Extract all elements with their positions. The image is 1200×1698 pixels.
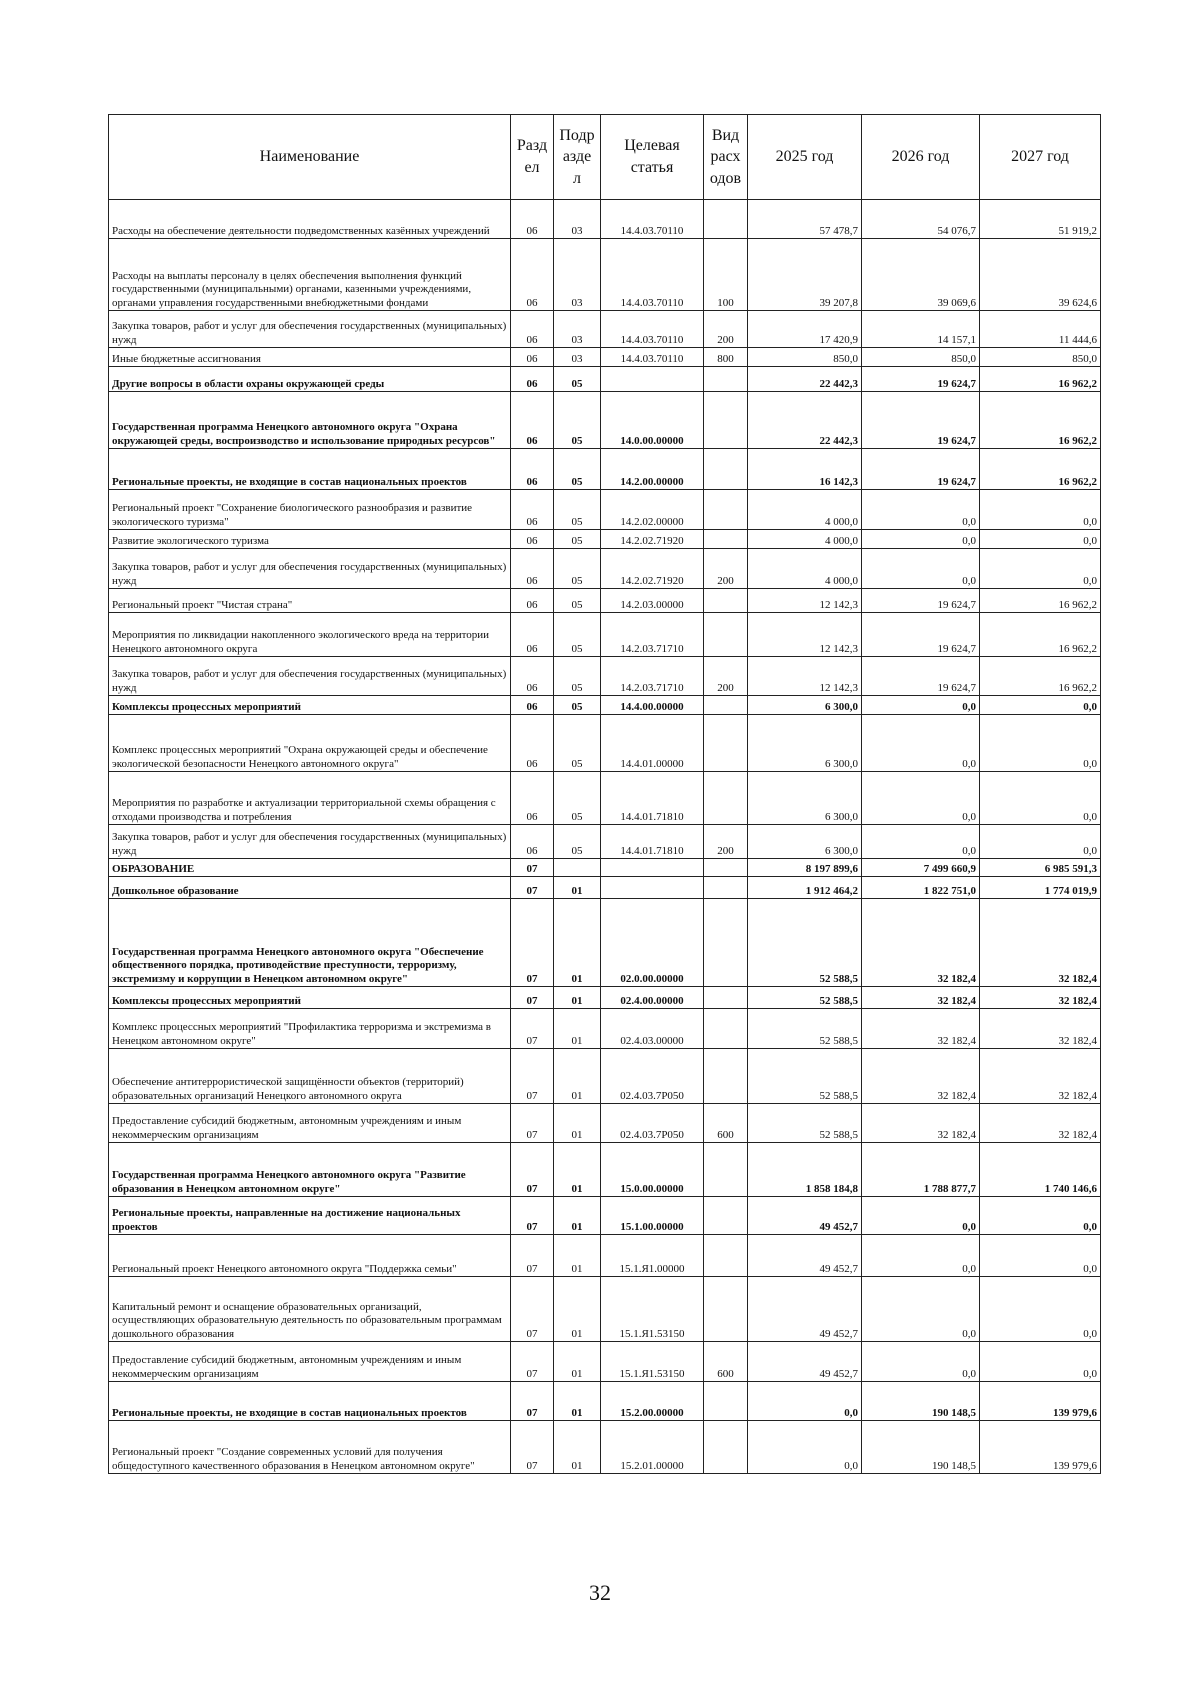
table-header-row bbox=[109, 115, 1101, 200]
row-value-2027: 0,0 bbox=[980, 549, 1101, 589]
row-name: Другие вопросы в области охраны окружающей среды bbox=[109, 367, 511, 392]
row-value-2025: 0,0 bbox=[748, 1382, 862, 1421]
row-value-2027: 0,0 bbox=[980, 1277, 1101, 1342]
row-value-2026: 14 157,1 bbox=[862, 311, 980, 348]
row-value-2027: 16 962,2 bbox=[980, 589, 1101, 613]
row-subsection: 05 bbox=[554, 367, 601, 392]
row-name: Расходы на выплаты персоналу в целях обеспечения выполнения функций государственными (муниципальными) органами, казенными учреждениями, органами управления государственными внебюджетными фондами bbox=[109, 239, 511, 311]
row-value-2026: 32 182,4 bbox=[862, 1049, 980, 1104]
budget-table-container bbox=[108, 114, 1100, 1474]
header-2025: 2025 год bbox=[748, 115, 862, 200]
row-value-2026: 1 822 751,0 bbox=[862, 877, 980, 899]
row-value-2026: 0,0 bbox=[862, 1197, 980, 1235]
row-value-2025: 49 452,7 bbox=[748, 1342, 862, 1382]
row-expense-type: 600 bbox=[704, 1104, 748, 1143]
row-section: 06 bbox=[511, 715, 554, 772]
row-name: Государственная программа Ненецкого автономного округа "Обеспечение общественного порядка, противодействие преступности, терроризму, экстремизму и коррупции в Ненецком автономном округе" bbox=[109, 899, 511, 987]
row-subsection: 01 bbox=[554, 1143, 601, 1197]
table-row bbox=[109, 348, 1101, 367]
row-target: 14.2.03.00000 bbox=[601, 589, 704, 613]
row-target bbox=[601, 859, 704, 877]
page-number: 32 bbox=[589, 1580, 611, 1605]
row-value-2027: 0,0 bbox=[980, 825, 1101, 859]
row-subsection: 03 bbox=[554, 200, 601, 239]
row-value-2027: 16 962,2 bbox=[980, 449, 1101, 490]
row-value-2027: 16 962,2 bbox=[980, 613, 1101, 657]
table-row bbox=[109, 613, 1101, 657]
table-row bbox=[109, 239, 1101, 311]
row-name: Комплексы процессных мероприятий bbox=[109, 696, 511, 715]
row-subsection: 01 bbox=[554, 877, 601, 899]
row-value-2027: 0,0 bbox=[980, 1197, 1101, 1235]
row-name: Комплексы процессных мероприятий bbox=[109, 987, 511, 1009]
row-subsection: 05 bbox=[554, 772, 601, 825]
row-expense-type: 100 bbox=[704, 239, 748, 311]
row-value-2025: 57 478,7 bbox=[748, 200, 862, 239]
row-target: 14.2.02.71920 bbox=[601, 530, 704, 549]
row-value-2026: 0,0 bbox=[862, 696, 980, 715]
row-section: 07 bbox=[511, 1143, 554, 1197]
table-row bbox=[109, 1049, 1101, 1104]
row-subsection: 05 bbox=[554, 613, 601, 657]
row-value-2025: 6 300,0 bbox=[748, 696, 862, 715]
row-expense-type bbox=[704, 1009, 748, 1049]
row-section: 07 bbox=[511, 1342, 554, 1382]
row-expense-type bbox=[704, 367, 748, 392]
row-value-2026: 7 499 660,9 bbox=[862, 859, 980, 877]
row-target: 02.0.00.00000 bbox=[601, 899, 704, 987]
row-value-2026: 190 148,5 bbox=[862, 1382, 980, 1421]
row-expense-type bbox=[704, 696, 748, 715]
row-expense-type: 600 bbox=[704, 1342, 748, 1382]
row-section: 07 bbox=[511, 1277, 554, 1342]
row-value-2027: 32 182,4 bbox=[980, 1104, 1101, 1143]
table-row bbox=[109, 1342, 1101, 1382]
row-target: 14.4.01.71810 bbox=[601, 772, 704, 825]
row-section: 07 bbox=[511, 1009, 554, 1049]
row-expense-type bbox=[704, 589, 748, 613]
row-name: Закупка товаров, работ и услуг для обеспечения государственных (муниципальных) нужд bbox=[109, 549, 511, 589]
row-target: 14.4.03.70110 bbox=[601, 348, 704, 367]
row-section: 07 bbox=[511, 987, 554, 1009]
row-value-2026: 19 624,7 bbox=[862, 657, 980, 696]
row-value-2026: 1 788 877,7 bbox=[862, 1143, 980, 1197]
row-value-2025: 22 442,3 bbox=[748, 367, 862, 392]
row-name: Обеспечение антитеррористической защищённости объектов (территорий) образовательных организаций Ненецкого автономного округа bbox=[109, 1049, 511, 1104]
row-subsection: 01 bbox=[554, 899, 601, 987]
table-row bbox=[109, 1382, 1101, 1421]
table-row bbox=[109, 987, 1101, 1009]
row-name: Иные бюджетные ассигнования bbox=[109, 348, 511, 367]
row-name: Региональный проект Ненецкого автономного округа "Поддержка семьи" bbox=[109, 1235, 511, 1277]
row-value-2027: 0,0 bbox=[980, 490, 1101, 530]
row-section: 07 bbox=[511, 1235, 554, 1277]
table-row bbox=[109, 449, 1101, 490]
row-target: 15.1.Я1.53150 bbox=[601, 1277, 704, 1342]
row-expense-type bbox=[704, 1382, 748, 1421]
row-subsection: 05 bbox=[554, 449, 601, 490]
header-section: Разд ел bbox=[511, 115, 554, 200]
row-value-2026: 0,0 bbox=[862, 1342, 980, 1382]
row-expense-type bbox=[704, 772, 748, 825]
table-row bbox=[109, 1277, 1101, 1342]
row-subsection: 01 bbox=[554, 1009, 601, 1049]
header-expense-type: Вид расх одов bbox=[704, 115, 748, 200]
row-expense-type bbox=[704, 1143, 748, 1197]
row-value-2025: 4 000,0 bbox=[748, 530, 862, 549]
row-section: 06 bbox=[511, 490, 554, 530]
row-target: 14.2.02.00000 bbox=[601, 490, 704, 530]
row-name: Региональные проекты, направленные на достижение национальных проектов bbox=[109, 1197, 511, 1235]
table-row bbox=[109, 877, 1101, 899]
row-name: Расходы на обеспечение деятельности подведомственных казённых учреждений bbox=[109, 200, 511, 239]
row-target: 15.1.00.00000 bbox=[601, 1197, 704, 1235]
table-row bbox=[109, 549, 1101, 589]
table-row bbox=[109, 311, 1101, 348]
row-subsection: 03 bbox=[554, 348, 601, 367]
row-name: Государственная программа Ненецкого автономного округа "Развитие образования в Ненецком автономном округе" bbox=[109, 1143, 511, 1197]
row-value-2025: 6 300,0 bbox=[748, 715, 862, 772]
row-name: Капитальный ремонт и оснащение образовательных организаций, осуществляющих образовательную деятельность по образовательным программам дошкольного образования bbox=[109, 1277, 511, 1342]
row-section: 06 bbox=[511, 549, 554, 589]
row-value-2026: 19 624,7 bbox=[862, 449, 980, 490]
row-target: 02.4.03.7Р050 bbox=[601, 1104, 704, 1143]
row-value-2026: 0,0 bbox=[862, 1235, 980, 1277]
header-2026: 2026 год bbox=[862, 115, 980, 200]
row-section: 06 bbox=[511, 200, 554, 239]
row-subsection: 05 bbox=[554, 392, 601, 449]
row-target: 15.0.00.00000 bbox=[601, 1143, 704, 1197]
table-row bbox=[109, 490, 1101, 530]
row-value-2025: 0,0 bbox=[748, 1421, 862, 1474]
row-name: Государственная программа Ненецкого автономного округа "Охрана окружающей среды, воспроизводство и использование природных ресурсов" bbox=[109, 392, 511, 449]
table-row bbox=[109, 1235, 1101, 1277]
row-expense-type bbox=[704, 987, 748, 1009]
row-value-2027: 6 985 591,3 bbox=[980, 859, 1101, 877]
row-expense-type: 800 bbox=[704, 348, 748, 367]
row-value-2027: 0,0 bbox=[980, 696, 1101, 715]
row-target: 15.1.Я1.00000 bbox=[601, 1235, 704, 1277]
row-expense-type bbox=[704, 1197, 748, 1235]
table-row bbox=[109, 367, 1101, 392]
row-value-2027: 0,0 bbox=[980, 1235, 1101, 1277]
row-value-2027: 0,0 bbox=[980, 530, 1101, 549]
row-value-2025: 6 300,0 bbox=[748, 772, 862, 825]
table-row bbox=[109, 696, 1101, 715]
row-subsection: 05 bbox=[554, 696, 601, 715]
row-value-2027: 32 182,4 bbox=[980, 1009, 1101, 1049]
row-value-2026: 32 182,4 bbox=[862, 1009, 980, 1049]
row-target: 14.0.00.00000 bbox=[601, 392, 704, 449]
row-expense-type bbox=[704, 449, 748, 490]
table-row bbox=[109, 530, 1101, 549]
row-expense-type: 200 bbox=[704, 311, 748, 348]
row-value-2025: 12 142,3 bbox=[748, 613, 862, 657]
row-target: 14.2.02.71920 bbox=[601, 549, 704, 589]
row-expense-type bbox=[704, 859, 748, 877]
row-value-2025: 12 142,3 bbox=[748, 657, 862, 696]
row-value-2027: 0,0 bbox=[980, 1342, 1101, 1382]
row-value-2027: 32 182,4 bbox=[980, 1049, 1101, 1104]
row-value-2027: 139 979,6 bbox=[980, 1382, 1101, 1421]
row-value-2027: 32 182,4 bbox=[980, 899, 1101, 987]
row-value-2026: 0,0 bbox=[862, 772, 980, 825]
row-value-2025: 1 858 184,8 bbox=[748, 1143, 862, 1197]
row-expense-type bbox=[704, 200, 748, 239]
table-row bbox=[109, 772, 1101, 825]
row-value-2026: 190 148,5 bbox=[862, 1421, 980, 1474]
row-value-2027: 16 962,2 bbox=[980, 657, 1101, 696]
row-section: 07 bbox=[511, 859, 554, 877]
row-value-2027: 1 774 019,9 bbox=[980, 877, 1101, 899]
row-value-2026: 850,0 bbox=[862, 348, 980, 367]
row-target bbox=[601, 877, 704, 899]
row-section: 07 bbox=[511, 877, 554, 899]
row-name: Закупка товаров, работ и услуг для обеспечения государственных (муниципальных) нужд bbox=[109, 311, 511, 348]
row-section: 06 bbox=[511, 530, 554, 549]
row-expense-type bbox=[704, 392, 748, 449]
row-section: 07 bbox=[511, 1421, 554, 1474]
row-value-2026: 39 069,6 bbox=[862, 239, 980, 311]
row-section: 06 bbox=[511, 696, 554, 715]
row-section: 06 bbox=[511, 392, 554, 449]
row-expense-type bbox=[704, 1421, 748, 1474]
table-row bbox=[109, 825, 1101, 859]
row-value-2026: 32 182,4 bbox=[862, 899, 980, 987]
row-value-2026: 54 076,7 bbox=[862, 200, 980, 239]
table-row bbox=[109, 899, 1101, 987]
row-name: Региональный проект "Чистая страна" bbox=[109, 589, 511, 613]
budget-table bbox=[108, 114, 1101, 1474]
row-section: 06 bbox=[511, 772, 554, 825]
row-value-2026: 19 624,7 bbox=[862, 367, 980, 392]
table-row bbox=[109, 1009, 1101, 1049]
row-name: Мероприятия по разработке и актуализации территориальной схемы обращения с отходами производства и потребления bbox=[109, 772, 511, 825]
row-target: 02.4.00.00000 bbox=[601, 987, 704, 1009]
row-target: 14.4.01.71810 bbox=[601, 825, 704, 859]
row-value-2025: 850,0 bbox=[748, 348, 862, 367]
row-value-2027: 16 962,2 bbox=[980, 392, 1101, 449]
row-value-2026: 0,0 bbox=[862, 549, 980, 589]
row-value-2025: 39 207,8 bbox=[748, 239, 862, 311]
row-subsection: 01 bbox=[554, 1197, 601, 1235]
row-expense-type bbox=[704, 613, 748, 657]
row-value-2025: 8 197 899,6 bbox=[748, 859, 862, 877]
row-subsection: 01 bbox=[554, 1104, 601, 1143]
row-subsection bbox=[554, 859, 601, 877]
row-value-2025: 16 142,3 bbox=[748, 449, 862, 490]
row-name: Комплекс процессных мероприятий "Профилактика терроризма и экстремизма в Ненецком автономном округе" bbox=[109, 1009, 511, 1049]
table-row bbox=[109, 1197, 1101, 1235]
row-value-2026: 19 624,7 bbox=[862, 392, 980, 449]
table-row bbox=[109, 1104, 1101, 1143]
row-target: 14.4.03.70110 bbox=[601, 200, 704, 239]
row-subsection: 01 bbox=[554, 1277, 601, 1342]
row-subsection: 01 bbox=[554, 1382, 601, 1421]
row-subsection: 05 bbox=[554, 589, 601, 613]
table-row bbox=[109, 392, 1101, 449]
row-target: 15.2.00.00000 bbox=[601, 1382, 704, 1421]
row-value-2027: 32 182,4 bbox=[980, 987, 1101, 1009]
row-target: 14.4.00.00000 bbox=[601, 696, 704, 715]
row-section: 07 bbox=[511, 1382, 554, 1421]
table-row bbox=[109, 657, 1101, 696]
row-value-2025: 52 588,5 bbox=[748, 1049, 862, 1104]
row-value-2027: 1 740 146,6 bbox=[980, 1143, 1101, 1197]
row-name: Предоставление субсидий бюджетным, автономным учреждениям и иным некоммерческим организациям bbox=[109, 1342, 511, 1382]
row-value-2027: 850,0 bbox=[980, 348, 1101, 367]
row-expense-type bbox=[704, 899, 748, 987]
row-section: 06 bbox=[511, 367, 554, 392]
row-expense-type bbox=[704, 1049, 748, 1104]
row-expense-type bbox=[704, 877, 748, 899]
row-subsection: 05 bbox=[554, 715, 601, 772]
row-name: Мероприятия по ликвидации накопленного экологического вреда на территории Ненецкого автономного округа bbox=[109, 613, 511, 657]
row-section: 06 bbox=[511, 613, 554, 657]
row-value-2026: 0,0 bbox=[862, 490, 980, 530]
row-value-2025: 52 588,5 bbox=[748, 1009, 862, 1049]
table-row bbox=[109, 859, 1101, 877]
row-target: 14.2.03.71710 bbox=[601, 613, 704, 657]
row-subsection: 01 bbox=[554, 1342, 601, 1382]
row-value-2025: 12 142,3 bbox=[748, 589, 862, 613]
row-value-2026: 19 624,7 bbox=[862, 613, 980, 657]
row-value-2027: 139 979,6 bbox=[980, 1421, 1101, 1474]
row-name: Комплекс процессных мероприятий "Охрана окружающей среды и обеспечение экологической безопасности Ненецкого автономного округа" bbox=[109, 715, 511, 772]
row-target: 14.4.01.00000 bbox=[601, 715, 704, 772]
header-subsection: Подр азде л bbox=[554, 115, 601, 200]
row-target: 15.2.01.00000 bbox=[601, 1421, 704, 1474]
row-value-2027: 0,0 bbox=[980, 772, 1101, 825]
row-value-2027: 16 962,2 bbox=[980, 367, 1101, 392]
row-target: 14.2.03.71710 bbox=[601, 657, 704, 696]
row-value-2027: 11 444,6 bbox=[980, 311, 1101, 348]
row-expense-type: 200 bbox=[704, 825, 748, 859]
row-section: 06 bbox=[511, 239, 554, 311]
row-name: Региональные проекты, не входящие в состав национальных проектов bbox=[109, 1382, 511, 1421]
row-value-2025: 52 588,5 bbox=[748, 987, 862, 1009]
header-target: Целевая статья bbox=[601, 115, 704, 200]
row-section: 06 bbox=[511, 311, 554, 348]
row-name: Региональные проекты, не входящие в состав национальных проектов bbox=[109, 449, 511, 490]
row-subsection: 01 bbox=[554, 987, 601, 1009]
row-value-2025: 17 420,9 bbox=[748, 311, 862, 348]
row-section: 06 bbox=[511, 589, 554, 613]
row-value-2026: 0,0 bbox=[862, 715, 980, 772]
row-name: Дошкольное образование bbox=[109, 877, 511, 899]
row-target: 02.4.03.7Р050 bbox=[601, 1049, 704, 1104]
row-value-2025: 52 588,5 bbox=[748, 899, 862, 987]
row-section: 07 bbox=[511, 1049, 554, 1104]
row-value-2026: 32 182,4 bbox=[862, 987, 980, 1009]
row-section: 07 bbox=[511, 899, 554, 987]
table-row bbox=[109, 1421, 1101, 1474]
row-value-2027: 0,0 bbox=[980, 715, 1101, 772]
row-value-2025: 49 452,7 bbox=[748, 1235, 862, 1277]
row-subsection: 05 bbox=[554, 825, 601, 859]
row-section: 07 bbox=[511, 1197, 554, 1235]
row-section: 07 bbox=[511, 1104, 554, 1143]
header-2027: 2027 год bbox=[980, 115, 1101, 200]
row-value-2025: 6 300,0 bbox=[748, 825, 862, 859]
row-name: Предоставление субсидий бюджетным, автономным учреждениям и иным некоммерческим организациям bbox=[109, 1104, 511, 1143]
row-value-2025: 1 912 464,2 bbox=[748, 877, 862, 899]
row-expense-type: 200 bbox=[704, 657, 748, 696]
row-value-2027: 39 624,6 bbox=[980, 239, 1101, 311]
row-expense-type bbox=[704, 1235, 748, 1277]
row-expense-type: 200 bbox=[704, 549, 748, 589]
row-value-2025: 49 452,7 bbox=[748, 1277, 862, 1342]
row-value-2025: 4 000,0 bbox=[748, 490, 862, 530]
row-target: 15.1.Я1.53150 bbox=[601, 1342, 704, 1382]
row-target: 14.4.03.70110 bbox=[601, 239, 704, 311]
row-subsection: 01 bbox=[554, 1049, 601, 1104]
row-value-2026: 32 182,4 bbox=[862, 1104, 980, 1143]
row-section: 06 bbox=[511, 657, 554, 696]
row-value-2025: 22 442,3 bbox=[748, 392, 862, 449]
row-target: 14.4.03.70110 bbox=[601, 311, 704, 348]
row-expense-type bbox=[704, 1277, 748, 1342]
row-value-2026: 0,0 bbox=[862, 530, 980, 549]
table-row bbox=[109, 715, 1101, 772]
table-row bbox=[109, 589, 1101, 613]
row-name: Региональный проект "Сохранение биологического разнообразия и развитие экологического туризма" bbox=[109, 490, 511, 530]
row-name: Закупка товаров, работ и услуг для обеспечения государственных (муниципальных) нужд bbox=[109, 825, 511, 859]
row-subsection: 05 bbox=[554, 530, 601, 549]
row-value-2025: 52 588,5 bbox=[748, 1104, 862, 1143]
row-subsection: 01 bbox=[554, 1235, 601, 1277]
row-section: 06 bbox=[511, 825, 554, 859]
row-value-2026: 19 624,7 bbox=[862, 589, 980, 613]
row-value-2026: 0,0 bbox=[862, 825, 980, 859]
row-subsection: 01 bbox=[554, 1421, 601, 1474]
row-subsection: 05 bbox=[554, 657, 601, 696]
row-value-2026: 0,0 bbox=[862, 1277, 980, 1342]
table-row bbox=[109, 200, 1101, 239]
row-target: 14.2.00.00000 bbox=[601, 449, 704, 490]
row-name: Закупка товаров, работ и услуг для обеспечения государственных (муниципальных) нужд bbox=[109, 657, 511, 696]
table-row bbox=[109, 1143, 1101, 1197]
row-target bbox=[601, 367, 704, 392]
row-name: ОБРАЗОВАНИЕ bbox=[109, 859, 511, 877]
row-section: 06 bbox=[511, 348, 554, 367]
row-subsection: 03 bbox=[554, 239, 601, 311]
row-subsection: 05 bbox=[554, 549, 601, 589]
header-name: Наименование bbox=[109, 115, 511, 200]
row-value-2025: 4 000,0 bbox=[748, 549, 862, 589]
row-name: Развитие экологического туризма bbox=[109, 530, 511, 549]
row-section: 06 bbox=[511, 449, 554, 490]
table-body bbox=[109, 200, 1101, 1474]
row-expense-type bbox=[704, 715, 748, 772]
row-value-2025: 49 452,7 bbox=[748, 1197, 862, 1235]
row-subsection: 05 bbox=[554, 490, 601, 530]
row-name: Региональный проект "Создание современных условий для получения общедоступного качественного образования в Ненецком автономном округе" bbox=[109, 1421, 511, 1474]
row-expense-type bbox=[704, 490, 748, 530]
row-expense-type bbox=[704, 530, 748, 549]
row-value-2027: 51 919,2 bbox=[980, 200, 1101, 239]
row-target: 02.4.03.00000 bbox=[601, 1009, 704, 1049]
row-subsection: 03 bbox=[554, 311, 601, 348]
